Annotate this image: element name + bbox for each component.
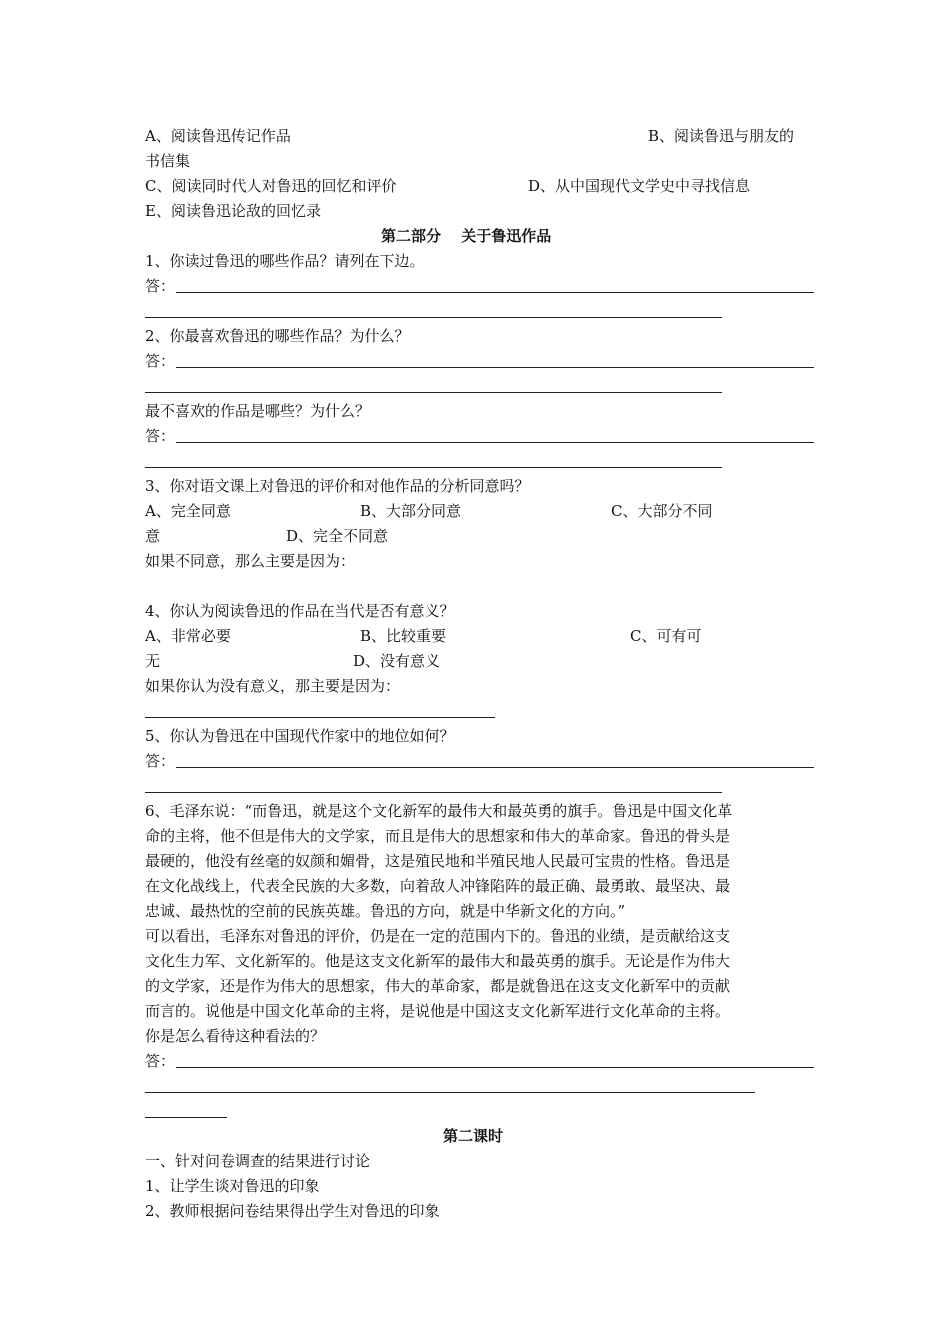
q3-option-a: A、完全同意 bbox=[145, 502, 231, 520]
q4-option-b: B、比较重要 bbox=[360, 627, 447, 645]
q6-line-2: 命的主将，他不但是伟大的文学家，而且是伟大的思想家和伟大的革命家。鲁迅的骨头是 bbox=[145, 827, 731, 845]
q3-option-c: C、大部分不同 bbox=[611, 502, 713, 520]
question-3: 3、你对语文课上对鲁迅的评价和对他作品的分析同意吗？ bbox=[145, 477, 530, 495]
q6-line-10: 你是怎么看待这种看法的？ bbox=[145, 1027, 326, 1045]
option-b-continued: 书信集 bbox=[145, 152, 191, 170]
answer-line-5b[interactable] bbox=[145, 792, 722, 793]
part2-title: 第二部分 关于鲁迅作品 bbox=[381, 227, 552, 245]
q4-option-d: D、没有意义 bbox=[353, 652, 441, 670]
q6-line-5: 忠诚、最热忱的空前的民族英雄。鲁迅的方向，就是中华新文化的方向。” bbox=[145, 902, 626, 920]
q6-line-4: 在文化战线上，代表全民族的大多数，向着敌人冲锋陷阵的最正确、最勇敢、最坚决、最 bbox=[145, 877, 731, 895]
answer-line-2bb[interactable] bbox=[145, 467, 722, 468]
q6-line-6: 可以看出，毛泽东对鲁迅的评价，仍是在一定的范围内下的。鲁迅的业绩，是贡献给这支 bbox=[145, 927, 731, 945]
question-4: 4、你认为阅读鲁迅的作品在当代是否有意义？ bbox=[145, 602, 455, 620]
q6-line-9: 而言的。说他是中国文化革命的主将，是说他是中国这支文化新军进行文化革命的主将。 bbox=[145, 1002, 731, 1020]
option-c: C、阅读同时代人对鲁迅的回忆和评价 bbox=[145, 177, 397, 195]
answer-line-2b[interactable] bbox=[145, 392, 722, 393]
q6-line-7: 文化生力军、文化新军的。他是这支文化新军的最伟大和最英勇的旗手。无论是作为伟大 bbox=[145, 952, 731, 970]
option-d: D、从中国现代文学史中寻找信息 bbox=[528, 177, 751, 195]
answer-line-4[interactable] bbox=[145, 717, 495, 718]
answer-line-5a[interactable] bbox=[176, 767, 814, 768]
lesson2-item-3: 2、教师根据问卷结果得出学生对鲁迅的印象 bbox=[145, 1202, 440, 1220]
answer-label-2b: 答： bbox=[145, 427, 176, 445]
q4-option-c: C、可有可 bbox=[630, 627, 702, 645]
option-b: B、阅读鲁迅与朋友的 bbox=[648, 127, 795, 145]
q6-line-3: 最硬的，他没有丝毫的奴颜和媚骨，这是殖民地和半殖民地人民最可宝贵的性格。鲁迅是 bbox=[145, 852, 731, 870]
answer-label-2: 答： bbox=[145, 352, 176, 370]
q6-line-1: 6、毛泽东说：“而鲁迅，就是这个文化新军的最伟大和最英勇的旗手。鲁迅是中国文化革 bbox=[145, 802, 733, 820]
question-2: 2、你最喜欢鲁迅的哪些作品？为什么？ bbox=[145, 327, 410, 345]
answer-line-6b[interactable] bbox=[145, 1092, 755, 1093]
q3-follow-up: 如果不同意，那么主要是因为： bbox=[145, 552, 356, 570]
question-5: 5、你认为鲁迅在中国现代作家中的地位如何？ bbox=[145, 727, 455, 745]
q4-follow-up: 如果你认为没有意义，那主要是因为： bbox=[145, 677, 401, 695]
lesson2-item-2: 1、让学生谈对鲁迅的印象 bbox=[145, 1177, 320, 1195]
q3-option-b: B、大部分同意 bbox=[360, 502, 462, 520]
answer-line-2a[interactable] bbox=[176, 367, 814, 368]
lesson2-title: 第二课时 bbox=[443, 1127, 504, 1145]
answer-label-5: 答： bbox=[145, 752, 176, 770]
option-a: A、阅读鲁迅传记作品 bbox=[145, 127, 291, 145]
option-e: E、阅读鲁迅论敌的回忆录 bbox=[145, 202, 321, 220]
q4-option-c-continued: 无 bbox=[145, 652, 161, 670]
answer-line-2ba[interactable] bbox=[176, 442, 814, 443]
question-1: 1、你读过鲁迅的哪些作品？请列在下边。 bbox=[145, 252, 425, 270]
answer-label-6: 答： bbox=[145, 1052, 176, 1070]
q3-option-c-continued: 意 bbox=[145, 527, 161, 545]
q4-option-a: A、非常必要 bbox=[145, 627, 231, 645]
answer-line-6a[interactable] bbox=[176, 1067, 814, 1068]
q3-option-d: D、完全不同意 bbox=[286, 527, 389, 545]
question-2b: 最不喜欢的作品是哪些？为什么？ bbox=[145, 402, 371, 420]
answer-line-1a[interactable] bbox=[176, 292, 814, 293]
lesson2-item-1: 一、针对问卷调查的结果进行讨论 bbox=[145, 1152, 371, 1170]
answer-line-1b[interactable] bbox=[145, 317, 722, 318]
answer-line-6c[interactable] bbox=[145, 1117, 227, 1118]
q6-line-8: 的文学家，还是作为伟大的思想家，伟大的革命家，都是就鲁迅在这支文化新军中的贡献 bbox=[145, 977, 731, 995]
answer-label-1: 答： bbox=[145, 277, 176, 295]
